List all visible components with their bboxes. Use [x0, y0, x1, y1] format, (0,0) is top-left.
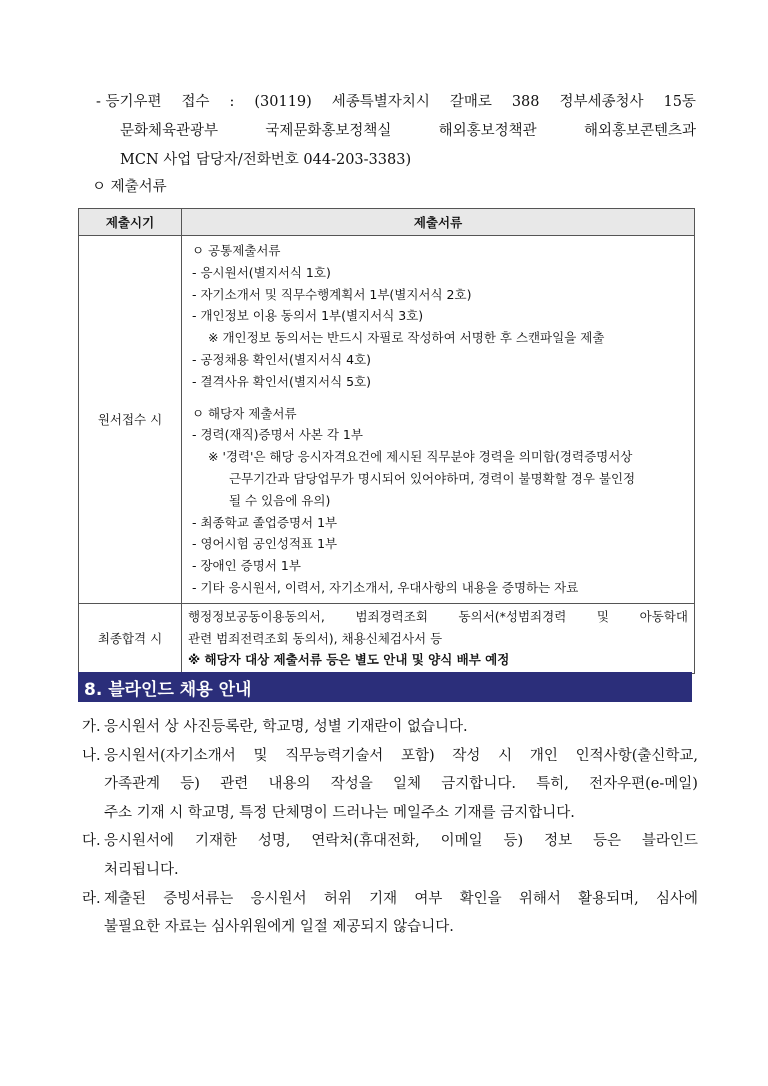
blind-word: 증빙서류는: [163, 890, 234, 907]
list-item: - 최종학교 졸업증명서 1부: [192, 514, 338, 530]
mailing-word: (30119): [254, 94, 312, 110]
header-documents: 제출서류: [182, 209, 695, 236]
blind-word: 등): [503, 833, 524, 850]
blind-word: 블라인드: [641, 833, 698, 850]
common-docs-list: [192, 262, 688, 327]
list-item: - 결격사유 확인서(별지서식 5호): [192, 373, 372, 389]
mailing-word: 갈매로: [449, 94, 492, 110]
blind-word: 위해서: [518, 890, 561, 907]
list-marker: 가.: [82, 719, 101, 735]
privacy-note: ※ 개인정보 동의서는 반드시 자필로 작성하여 서명한 후 스캔파일을 제출: [208, 330, 605, 346]
blind-text: 처리됩니다.: [104, 861, 179, 878]
blind-word: 기재: [369, 890, 398, 907]
final-docs-word: 동의서(*성범죄경력: [458, 608, 567, 624]
applicable-docs-title: ㅇ 해당자 제출서류: [192, 405, 297, 421]
mailing-word: 문화체육관광부: [120, 123, 219, 139]
list-marker: [82, 770, 104, 799]
table-header-row: [79, 209, 695, 236]
final-docs-word: 및: [596, 608, 609, 624]
blind-word: 직무능력기술서: [285, 747, 384, 764]
blind-word: 관련: [220, 776, 249, 793]
mailing-word: 세종특별자치시: [331, 94, 430, 110]
list-marker: 라.: [82, 890, 101, 907]
blind-word: 확인을: [459, 890, 502, 907]
documents-heading: ㅇ 제출서류: [92, 179, 167, 195]
blind-word: 가족관계: [104, 776, 161, 793]
blind-word: 정보: [544, 833, 573, 850]
final-docs-line-2: 관련 범죄전력조회 동의서), 채용신체검사서 등: [188, 630, 443, 646]
blind-word: 활용되며,: [578, 890, 639, 907]
blind-word: 및: [253, 747, 268, 764]
mailing-word: 388: [511, 94, 540, 110]
blind-word: 금지합니다.: [441, 776, 516, 793]
blind-item-line: [82, 827, 698, 856]
list-item: - 자기소개서 및 직무수행계획서 1부(별지서식 2호): [192, 286, 472, 302]
header-timing: 제출시기: [79, 209, 182, 236]
blind-word: 작성을: [330, 776, 373, 793]
blind-word: 인적사항(출신학교,: [575, 747, 698, 764]
blind-word: 등은: [592, 833, 621, 850]
blind-word: 심사에: [655, 890, 698, 907]
section-title-blind-hiring: 8. 블라인드 채용 안내: [78, 672, 692, 702]
list-marker: [82, 913, 104, 942]
mailing-word: 국제문화홍보정책실: [265, 123, 392, 139]
list-item: - 기타 응시원서, 이력서, 자기소개서, 우대사항의 내용을 증명하는 자료: [192, 579, 579, 595]
blind-word: 특히,: [536, 776, 569, 793]
mailing-word: 접수: [181, 94, 210, 110]
blind-word: 제출된: [104, 890, 147, 907]
final-docs-word: 범죄경력조회: [355, 608, 428, 624]
blind-item-line: [82, 856, 698, 885]
blind-word: 응시원서: [250, 890, 307, 907]
blind-text: 주소 기재 시 학교명, 특정 단체명이 드러나는 메일주소 기재를 금지합니다.: [104, 804, 575, 821]
blind-text: 응시원서 상 사진등록란, 학교명, 성별 기재란이 없습니다.: [104, 719, 468, 735]
apply-documents: [182, 236, 695, 604]
blind-word: 내용의: [268, 776, 311, 793]
final-docs-line-1: [188, 606, 688, 628]
blind-word: 성명,: [257, 833, 291, 850]
list-marker: [82, 799, 104, 828]
blind-word: 시: [498, 747, 513, 764]
table-row: [79, 603, 695, 673]
documents-table: [78, 208, 695, 674]
blind-word: 전자우편(e-메일): [589, 776, 698, 793]
blind-hiring-list: [82, 713, 698, 942]
blind-item-line: [82, 770, 698, 799]
blind-word: 기재한: [194, 833, 237, 850]
mailing-word: 15동: [663, 94, 696, 110]
list-marker: [82, 856, 104, 885]
list-marker: 다.: [82, 833, 101, 850]
final-docs-word: 행정정보공동이용동의서,: [188, 608, 325, 624]
applicable-docs-list: [192, 512, 688, 599]
blind-word: 작성: [452, 747, 481, 764]
blind-item-line: [82, 799, 698, 828]
mailing-address: [96, 88, 696, 175]
career-note-line-2: 근무기간과 담당업무가 명시되어 있어야하며, 경력이 불명확할 경우 불인정: [229, 470, 636, 486]
blind-word: 포함): [401, 747, 435, 764]
blind-word: 허위: [323, 890, 352, 907]
mailing-line-1: [96, 88, 696, 117]
list-item: - 영어시험 공인성적표 1부: [192, 536, 338, 552]
timing-final: 최종합격 시: [79, 603, 182, 673]
mailing-word: 해외홍보정책관: [438, 123, 537, 139]
mailing-line-3: MCN 사업 담당자/전화번호 044-203-3383): [120, 152, 412, 168]
final-docs-word: 아동학대: [639, 608, 688, 624]
timing-apply: 원서접수 시: [79, 236, 182, 604]
blind-word: 여부: [414, 890, 443, 907]
career-certificate-item: - 경력(재직)증명서 사본 각 1부: [192, 427, 363, 443]
list-item: - 장애인 증명서 1부: [192, 558, 301, 574]
career-note-line-1: ※ '경력'은 해당 응시자격요건에 제시된 직무분야 경력을 의미함(경력증명서상: [208, 449, 633, 465]
common-docs-title: ㅇ 공통제출서류: [192, 243, 281, 258]
table-row: [79, 236, 695, 604]
blind-word: 연락처(휴대전화,: [311, 833, 420, 850]
mailing-line-2: [96, 117, 696, 146]
blind-word: 응시원서(자기소개서: [104, 747, 236, 764]
blind-word: 개인: [529, 747, 558, 764]
list-marker: 나.: [82, 747, 101, 764]
blind-word: 일체: [393, 776, 422, 793]
mailing-word: - 등기우편: [96, 94, 162, 110]
blind-word: 응시원서에: [104, 833, 175, 850]
career-note-line-3: 될 수 있음에 유의): [229, 492, 331, 508]
blind-text: 불필요한 자료는 심사위원에게 일절 제공되지 않습니다.: [104, 919, 454, 936]
mailing-word: 해외홍보콘텐츠과: [583, 123, 696, 139]
blind-item-line: [82, 913, 698, 942]
blind-item-line: [82, 713, 698, 742]
mailing-word: :: [229, 94, 235, 110]
list-item: - 공정채용 확인서(별지서식 4호): [192, 351, 372, 367]
blind-word: 이메일: [440, 833, 483, 850]
final-documents: [182, 603, 695, 673]
list-item: - 개인정보 이용 동의서 1부(별지서식 3호): [192, 308, 424, 324]
common-docs-list-2: [192, 349, 688, 393]
mailing-word: 정부세종청사: [559, 94, 644, 110]
blind-word: 등): [180, 776, 200, 793]
blind-item-line: [82, 885, 698, 914]
list-item: - 응시원서(별지서식 1호): [192, 264, 331, 280]
final-docs-note: ※ 해당자 대상 제출서류 등은 별도 안내 및 양식 배부 예정: [188, 652, 510, 668]
blind-item-line: [82, 742, 698, 771]
